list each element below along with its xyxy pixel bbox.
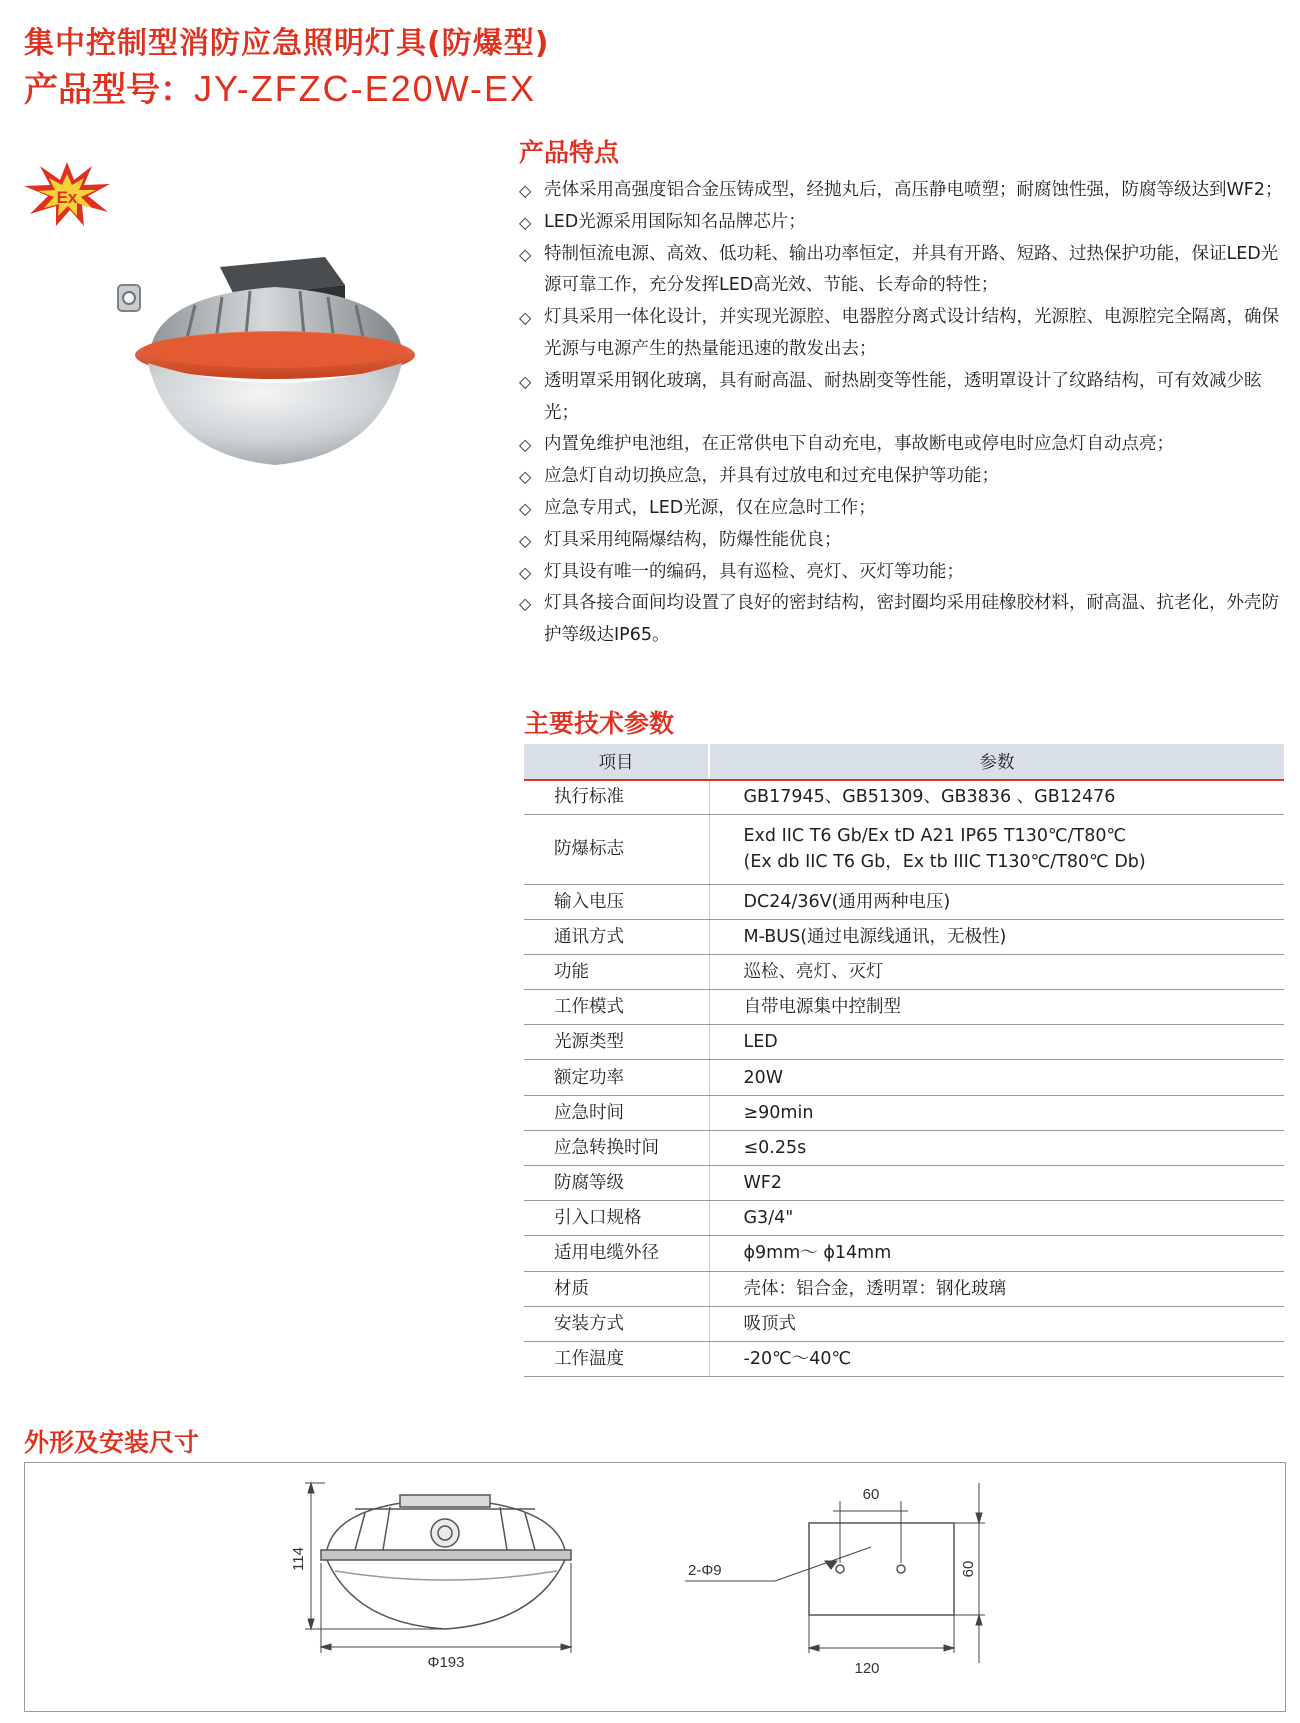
param-name: 防爆标志 <box>524 814 709 884</box>
param-name: 光源类型 <box>524 1025 709 1060</box>
mounting-plate-dimension-lines <box>685 1483 985 1663</box>
list-item: ◇ 灯具设有唯一的编码，具有巡检、亮灯、灭灯等功能； <box>519 557 1289 589</box>
table-row <box>524 990 1284 1025</box>
param-value: ≤0.25s <box>709 1130 1284 1165</box>
param-value: GB17945、GB51309、GB3836 、GB12476 <box>709 780 1284 814</box>
param-value: -20℃～40℃ <box>709 1341 1284 1376</box>
column-header-value: 参数 <box>709 744 1284 780</box>
plate-height-label: 60 <box>960 1560 977 1578</box>
param-value: LED <box>709 1025 1284 1060</box>
param-name: 应急转换时间 <box>524 1130 709 1165</box>
list-item: ◇ 内置免维护电池组，在正常供电下自动充电，事故断电或停电时应急灯自动点亮； <box>519 429 1289 461</box>
list-item: ◇ 灯具采用一体化设计，并实现光源腔、电器腔分离式设计结构，光源腔、电源腔完全隔离，确保光源与电源产生的热量能迅速的散发出去； <box>519 302 1289 366</box>
dimension-drawing-frame <box>24 1462 1286 1712</box>
table-row <box>524 1060 1284 1095</box>
table-row <box>524 814 1284 884</box>
param-value: G3/4" <box>709 1201 1284 1236</box>
hole-note-label: 2-Φ9 <box>688 1562 722 1579</box>
param-name: 安装方式 <box>524 1306 709 1341</box>
table-row <box>524 954 1284 989</box>
column-header-item: 项目 <box>524 744 709 780</box>
param-value-line1: Exd IIC T6 Gb/Ex tD A21 IP65 T130℃/T80℃ <box>743 826 1127 846</box>
param-name: 功能 <box>524 954 709 989</box>
ex-explosion-badge-icon <box>22 160 112 228</box>
feature-list <box>519 175 1289 652</box>
table-row <box>524 1306 1284 1341</box>
param-name: 适用电缆外径 <box>524 1236 709 1271</box>
table-row <box>524 1095 1284 1130</box>
table-row <box>524 1025 1284 1060</box>
table-row <box>524 1236 1284 1271</box>
table-row <box>524 884 1284 919</box>
model-line <box>24 62 536 111</box>
hole-spacing-label: 60 <box>862 1486 880 1503</box>
table-row <box>524 1166 1284 1201</box>
param-value-line2: (Ex db IIC T6 Gb，Ex tb IIIC T130℃/T80℃ Db) <box>743 852 1146 872</box>
features-heading: 产品特点 <box>519 138 620 167</box>
plate-width-label: 120 <box>854 1660 880 1677</box>
param-name: 材质 <box>524 1271 709 1306</box>
list-item: ◇ 应急专用式，LED光源，仅在应急时工作； <box>519 493 1289 525</box>
lamp-product-image <box>110 255 440 485</box>
table-row <box>524 919 1284 954</box>
dimension-drawing <box>25 1463 1287 1713</box>
param-value: WF2 <box>709 1166 1284 1201</box>
param-name: 应急时间 <box>524 1095 709 1130</box>
table-row <box>524 1341 1284 1376</box>
param-value: 20W <box>709 1060 1284 1095</box>
param-name: 输入电压 <box>524 884 709 919</box>
list-item: ◇ 应急灯自动切换应急，并具有过放电和过充电保护等功能； <box>519 461 1289 493</box>
param-name: 工作模式 <box>524 990 709 1025</box>
spec-table <box>524 744 1284 1377</box>
height-dimension-label: 114 <box>290 1547 307 1571</box>
param-value: ≥90min <box>709 1095 1284 1130</box>
model-label: 产品型号： <box>24 70 194 110</box>
list-item: ◇ 特制恒流电源、高效、低功耗、输出功率恒定，并具有开路、短路、过热保护功能，保证LED光源可靠工作，充分发挥LED高光效、节能、长寿命的特性； <box>519 239 1289 303</box>
param-name: 执行标准 <box>524 780 709 814</box>
page-title: 集中控制型消防应急照明灯具(防爆型) <box>24 26 550 61</box>
ex-badge-label: Ex <box>56 188 78 207</box>
dimensions-heading: 外形及安装尺寸 <box>24 1428 200 1457</box>
table-row <box>524 780 1284 814</box>
param-name: 通讯方式 <box>524 919 709 954</box>
table-row <box>524 1130 1284 1165</box>
table-row <box>524 1271 1284 1306</box>
list-item: ◇ 灯具各接合面间均设置了良好的密封结构，密封圈均采用硅橡胶材料，耐高温、抗老化，外壳防护等级达IP65。 <box>519 588 1289 652</box>
param-value: 自带电源集中控制型 <box>709 990 1284 1025</box>
param-name: 额定功率 <box>524 1060 709 1095</box>
table-row <box>524 1201 1284 1236</box>
list-item: ◇ 壳体采用高强度铝合金压铸成型，经抛丸后，高压静电喷塑；耐腐蚀性强，防腐等级达到WF2； <box>519 175 1289 207</box>
model-number: JY-ZFZC-E20W-EX <box>194 68 537 109</box>
param-value: M-BUS(通过电源线通讯，无极性) <box>709 919 1284 954</box>
param-value: DC24/36V(通用两种电压) <box>709 884 1284 919</box>
params-heading: 主要技术参数 <box>524 709 675 738</box>
diameter-dimension-label: Φ193 <box>427 1654 465 1671</box>
param-value: ϕ9mm～ ϕ14mm <box>709 1236 1284 1271</box>
param-name: 工作温度 <box>524 1341 709 1376</box>
table-header-row <box>524 744 1284 780</box>
list-item: ◇ 灯具采用纯隔爆结构，防爆性能优良； <box>519 525 1289 557</box>
param-value: 巡检、亮灯、灭灯 <box>709 954 1284 989</box>
list-item: ◇ LED光源采用国际知名品牌芯片； <box>519 207 1289 239</box>
param-value <box>709 814 1284 884</box>
param-name: 防腐等级 <box>524 1166 709 1201</box>
param-value: 吸顶式 <box>709 1306 1284 1341</box>
param-value: 壳体：铝合金，透明罩：钢化玻璃 <box>709 1271 1284 1306</box>
list-item: ◇ 透明罩采用钢化玻璃，具有耐高温、耐热剧变等性能，透明罩设计了纹路结构，可有效减少眩光； <box>519 366 1289 430</box>
side-view-drawing <box>321 1495 571 1629</box>
param-name: 引入口规格 <box>524 1201 709 1236</box>
